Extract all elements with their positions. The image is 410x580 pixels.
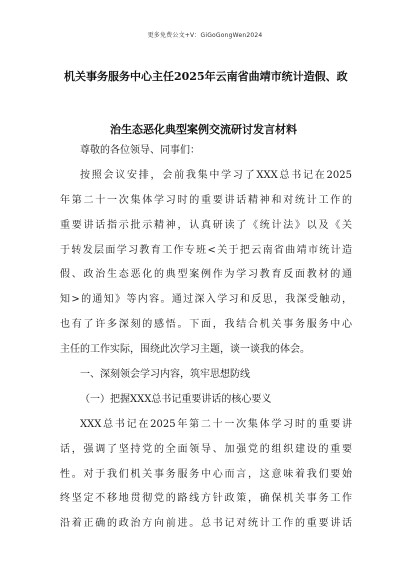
document-title-line-2: 治生态恶化典型案例交流研讨发言材料 xyxy=(110,123,297,136)
paragraph-line: 年第二十一次集体学习时的重要讲话精神和对统计工作的 xyxy=(60,194,352,206)
salutation: 尊敬的各位领导、同事们： xyxy=(80,145,200,156)
paragraph-line: 按照会议安排，会前我集中学习了XXX总书记在2025 xyxy=(80,169,352,181)
paragraph-line: 知>的通知》等内容。通过深入学习和反思，我深受触动， xyxy=(60,294,352,306)
paragraph-line: 话，强调了坚持党的全面领导、加强党的组织建设的重要 xyxy=(60,443,352,455)
paragraph-line: XXX总书记在2025年第二十一次集体学习时的重要讲 xyxy=(80,418,352,430)
paragraph-line: 重要讲话指示批示精神，认真研读了《统计法》以及《关 xyxy=(60,219,352,231)
paragraph-line: 主任的工作实际，围绕此次学习主题，谈一谈我的体会。 xyxy=(60,344,310,356)
document-title-line-1: 机关事务服务中心主任2025年云南省曲靖市统计造假、政 xyxy=(64,70,348,83)
paragraph-line: 也有了许多深刻的感悟。下面，我结合机关事务服务中心 xyxy=(60,319,352,331)
section-heading: 一、深刻领会学习内容，筑牢思想防线 xyxy=(80,369,250,381)
paragraph-line: 沿着正确的政治方向前进。总书记对统计工作的重要讲话 xyxy=(60,518,352,530)
paragraph-line: 于转发层面学习教育工作专班<关于把云南省曲靖市统计造 xyxy=(60,244,352,256)
paragraph-line: 性。对于我们机关事务服务中心而言，这意味着我们要始 xyxy=(60,468,352,480)
paragraph-line: 终坚定不移地贯彻党的路线方针政策，确保机关事务工作 xyxy=(60,493,352,505)
paragraph-line: 假、政治生态恶化的典型案例作为学习教育反面教材的通 xyxy=(60,269,352,281)
header-note: 更多免费公文+V：GiGoGongWen2024 xyxy=(147,32,263,39)
document-body xyxy=(60,139,352,537)
subsection-heading: （一）把握XXX总书记重要讲话的核心要义 xyxy=(80,393,272,405)
